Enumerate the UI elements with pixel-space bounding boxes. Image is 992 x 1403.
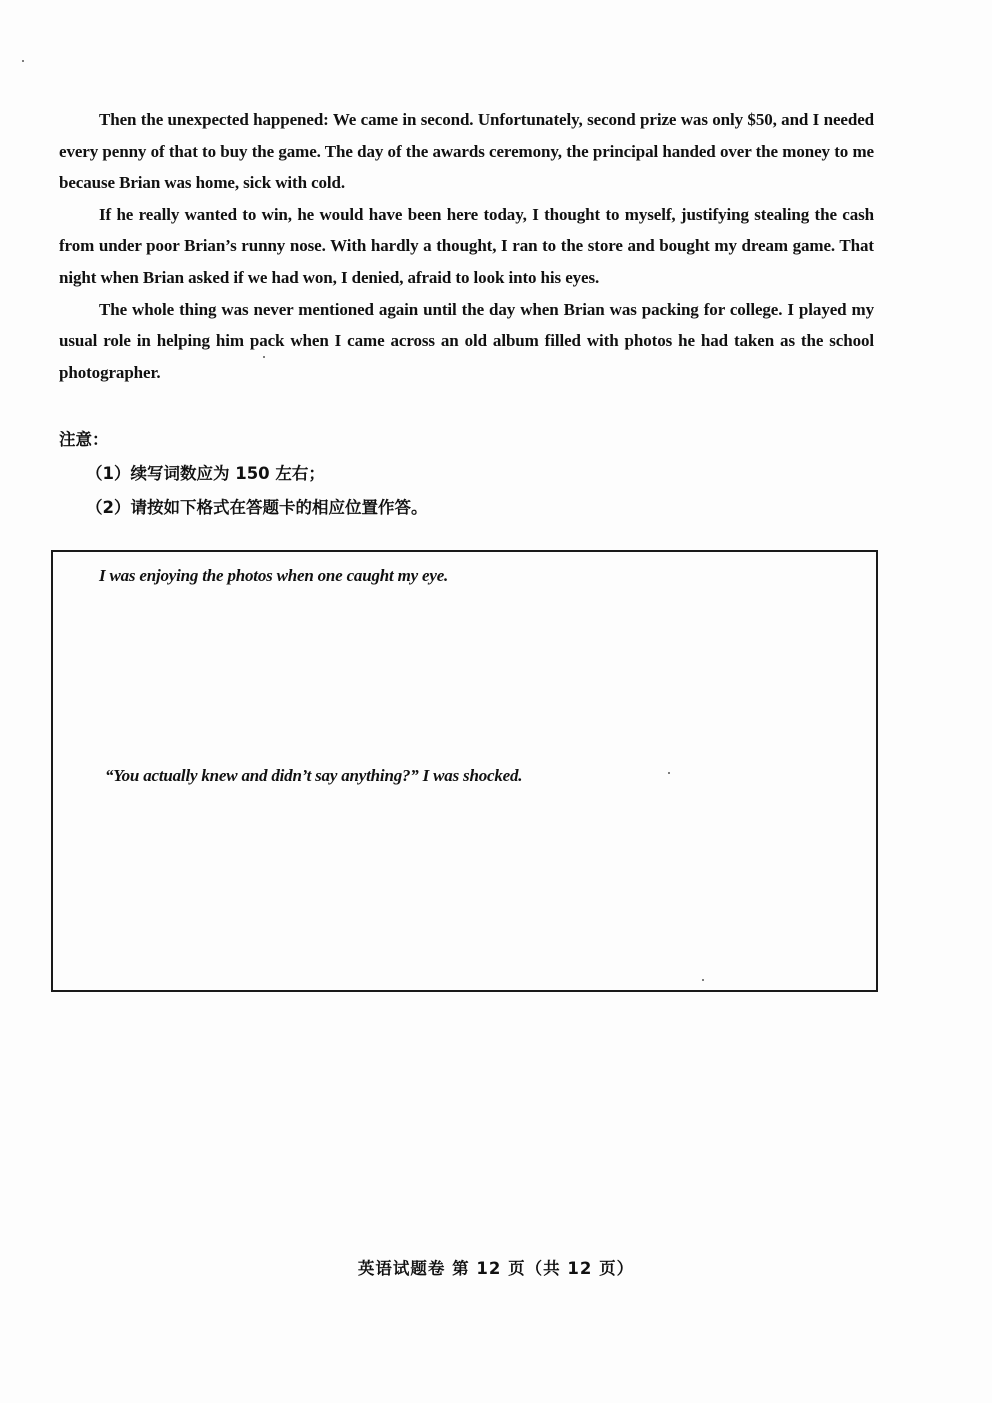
continuation-prompt-1: I was enjoying the photos when one caught my eye. [99,566,449,585]
passage-paragraph-2: If he really wanted to win, he would have been here today, I thought to myself, justifying stealing the cash from under poor Brian’s runny nose. With hardly a thought, I ran to the store and bought my dream game. That night when Brian asked if we had won, I denied, afraid to look into his eyes. [59,204,874,287]
answer-box[interactable] [51,550,878,992]
passage-paragraph-3: The whole thing was never mentioned again until the day when Brian was packing for college. I played my usual role in helping him pack when I came across an old album filled with photos he had taken as the school photographer. [59,299,874,382]
scan-speck [263,356,265,358]
story-passage [59,104,874,388]
page-footer: 英语试题卷 第 12 页（共 12 页） [357,1259,635,1278]
notes-heading: 注意： [59,430,109,449]
note-item-word-count: （1）续写词数应为 150 左右； [86,464,325,483]
notes-section [59,423,427,525]
passage-paragraph-1: Then the unexpected happened: We came in second. Unfortunately, second prize was only $50, and I needed every penny of that to buy the game. The day of the awards ceremony, the principal handed over the money to me because Brian was home, sick with cold. [59,110,874,193]
scan-speck [668,772,670,774]
scan-speck [702,979,704,981]
note-item-answer-format: （2）请按如下格式在答题卡的相应位置作答。 [86,498,428,517]
scan-speck [22,60,24,62]
continuation-prompt-2: “You actually knew and didn’t say anything?” I was shocked. [105,766,523,785]
